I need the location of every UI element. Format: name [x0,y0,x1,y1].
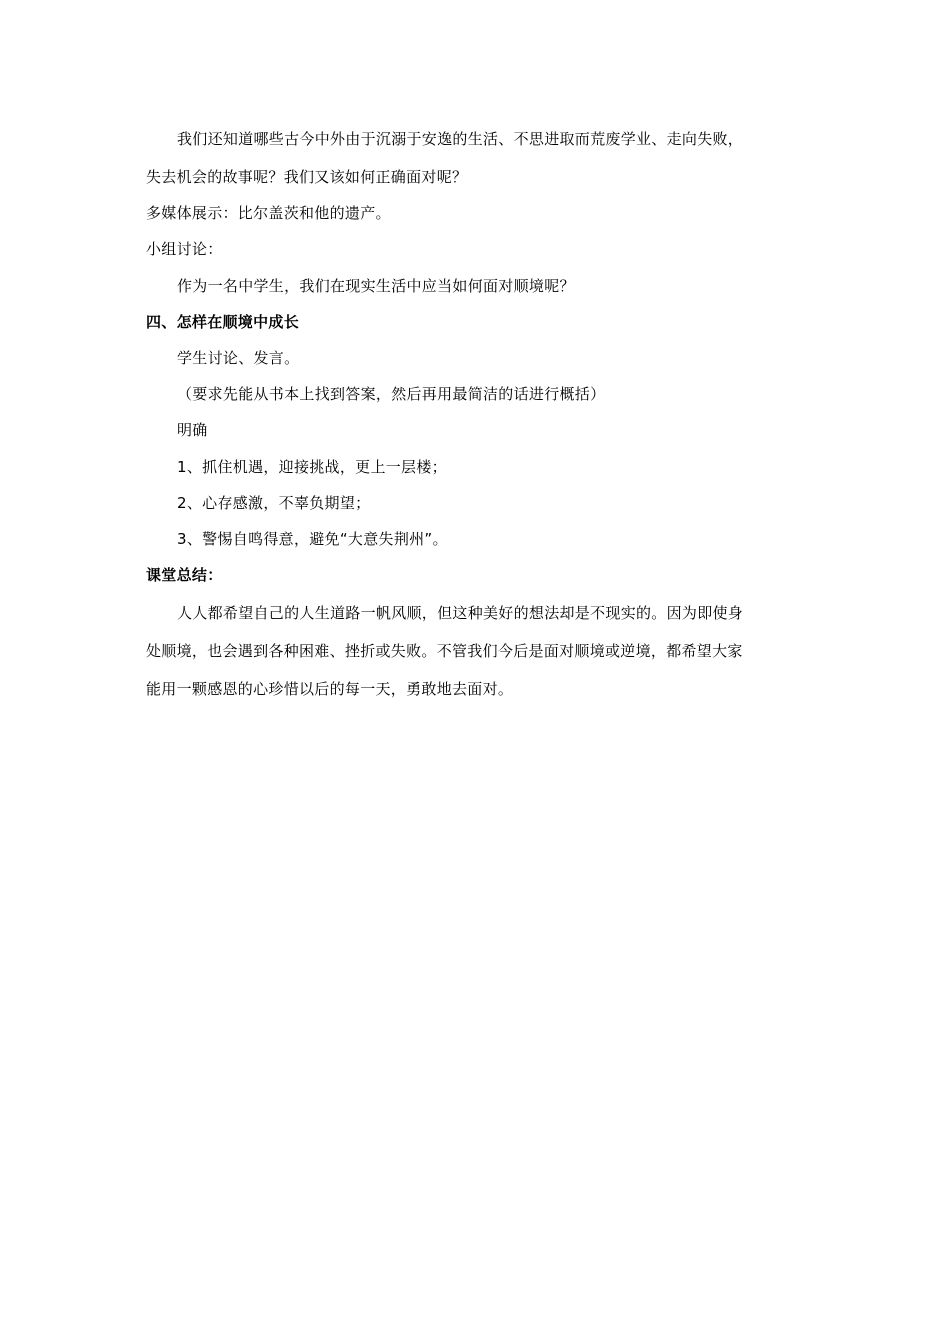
clarify-label: 明确 [177,421,208,439]
section-heading-four: 四、怎样在顺境中成长 [146,313,300,331]
point-two: 2、心存感激，不辜负期望； [177,494,371,512]
summary-line-1: 人人都希望自己的人生道路一帆风顺，但这种美好的想法却是不现实的。因为即使身 [177,604,744,622]
paragraph-question-line-1: 我们还知道哪些古今中外由于沉溺于安逸的生活、不思进取而荒废学业、走向失败， [177,130,744,148]
paragraph-question-line-2: 失去机会的故事呢？我们又该如何正确面对呢？ [146,168,468,186]
requirement-note: （要求先能从书本上找到答案，然后再用最简洁的话进行概括） [177,385,606,403]
class-summary-heading: 课堂总结： [146,566,223,584]
summary-line-2: 处顺境，也会遇到各种困难、挫折或失败。不管我们今后是面对顺境或逆境，都希望大家 [146,642,743,660]
point-one: 1、抓住机遇，迎接挑战，更上一层楼； [177,458,447,476]
multimedia-display-line: 多媒体展示：比尔盖茨和他的遗产。 [146,204,391,222]
summary-line-3: 能用一颗感恩的心珍惜以后的每一天，勇敢地去面对。 [146,680,514,698]
discussion-question: 作为一名中学生，我们在现实生活中应当如何面对顺境呢？ [177,277,575,295]
group-discussion-label: 小组讨论： [146,240,223,258]
point-three: 3、警惕自鸣得意，避免“大意失荆州”。 [177,530,448,548]
student-discussion-line: 学生讨论、发言。 [177,349,300,367]
